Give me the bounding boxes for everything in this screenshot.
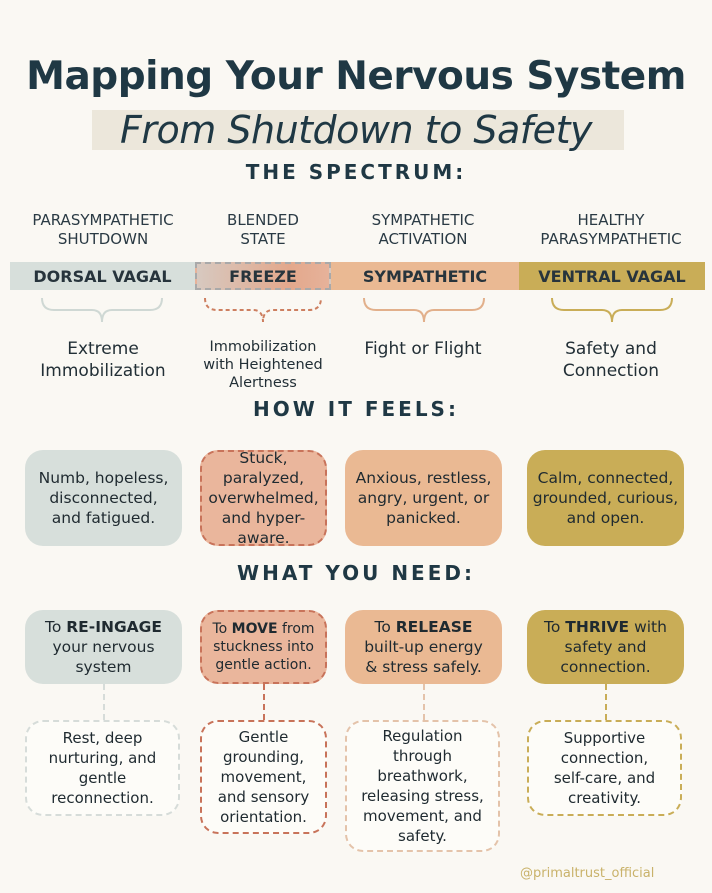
feel-sympathetic: Anxious, restless, angry, urgent, or panicked. — [345, 450, 502, 546]
desc-dorsal: Extreme Immobilization — [40, 339, 166, 381]
need-ventral: To THRIVE with safety and connection. — [527, 610, 684, 684]
brace-freeze — [203, 296, 323, 324]
feel-freeze: Stuck, paralyzed, overwhelmed, and hyper- aware. — [200, 450, 327, 546]
label-dorsal: PARASYMPATHETIC SHUTDOWN — [32, 211, 174, 248]
need-sympathetic: To RELEASE built-up energy & stress safely. — [345, 610, 502, 684]
band-sympathetic: SYMPATHETIC — [331, 262, 519, 290]
feel-dorsal: Numb, hopeless, disconnected, and fatigued. — [25, 450, 182, 546]
connector-ventral — [605, 684, 607, 720]
feels-heading: HOW IT FEELS: — [253, 397, 459, 421]
desc-ventral: Safety and Connection — [562, 339, 660, 381]
need-heading: WHAT YOU NEED: — [237, 561, 475, 585]
desc-sympathetic: Fight or Flight — [364, 339, 482, 359]
label-freeze: BLENDED STATE — [227, 211, 299, 248]
desc-freeze: Immobilization with Heightened Alertness — [203, 339, 323, 391]
outcome-sympathetic: Regulation through breathwork, releasing stress, movement, and safety. — [345, 720, 500, 852]
label-sympathetic: SYMPATHETIC ACTIVATION — [371, 211, 475, 248]
connector-sympathetic — [423, 684, 425, 720]
band-ventral-vagal: VENTRAL VAGAL — [519, 262, 705, 290]
brace-dorsal — [40, 296, 165, 324]
band-freeze: FREEZE — [195, 262, 331, 290]
band-dorsal-vagal: DORSAL VAGAL — [10, 262, 195, 290]
page-title: Mapping Your Nervous System — [26, 54, 686, 99]
connector-freeze — [263, 684, 265, 720]
spectrum-heading: THE SPECTRUM: — [245, 160, 467, 184]
page-subtitle: From Shutdown to Safety — [120, 108, 592, 152]
connector-dorsal — [103, 684, 105, 720]
social-handle: @primaltrust_official — [520, 866, 655, 881]
label-ventral: HEALTHY PARASYMPATHETIC — [540, 211, 682, 248]
need-dorsal: To RE-INGAGE your nervous system — [25, 610, 182, 684]
feel-ventral: Calm, connected, grounded, curious, and open. — [527, 450, 684, 546]
outcome-dorsal: Rest, deep nurturing, and gentle reconnection. — [25, 720, 180, 816]
outcome-freeze: Gentle grounding, movement, and sensory orientation. — [200, 720, 327, 834]
need-freeze: To MOVE from stuckness into gentle action. — [200, 610, 327, 684]
brace-sympathetic — [362, 296, 487, 324]
brace-ventral — [550, 296, 675, 324]
outcome-ventral: Supportive connection, self-care, and creativity. — [527, 720, 682, 816]
